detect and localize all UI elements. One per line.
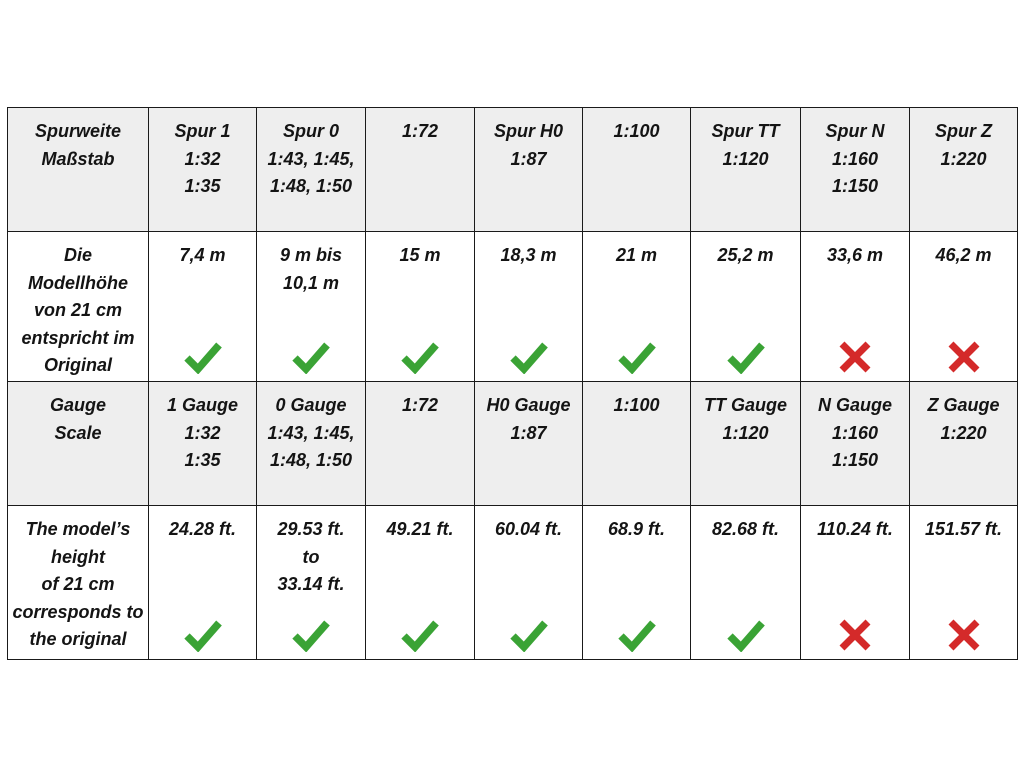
cell-value: Spur TT 1:120: [711, 121, 780, 169]
table-cell: [910, 108, 1018, 232]
table-body: [8, 108, 1018, 660]
cell-value: 1:72: [401, 121, 439, 141]
checkmark-icon: [401, 618, 439, 652]
checkmark-icon: [184, 340, 222, 374]
table-cell: [475, 506, 583, 660]
cell-value: 9 m bis 10,1 m: [279, 245, 343, 293]
cell-value: Spur 1 1:32 1:35: [174, 121, 231, 196]
table-cell: [475, 108, 583, 232]
table-row: [8, 382, 1018, 506]
checkmark-icon: [618, 618, 656, 652]
table-row: [8, 232, 1018, 382]
cell-value: 15 m: [399, 245, 441, 265]
table-cell: [801, 506, 910, 660]
row-header-label: Gauge Scale: [49, 395, 106, 443]
table-cell: [257, 232, 366, 382]
table-cell: [801, 382, 910, 506]
cell-value: Z Gauge 1:220: [927, 395, 1000, 443]
row-header-label: Spurweite Maßstab: [34, 121, 122, 169]
cell-value: N Gauge 1:160 1:150: [817, 395, 892, 470]
cell-value: 21 m: [615, 245, 658, 265]
row-header-cell: [8, 382, 149, 506]
table-cell: [366, 232, 475, 382]
table-cell: [257, 108, 366, 232]
cell-value: 18,3 m: [500, 245, 557, 265]
table-cell: [583, 232, 691, 382]
cell-value: TT Gauge 1:120: [703, 395, 787, 443]
checkmark-icon: [401, 340, 439, 374]
cell-value: 49.21 ft.: [386, 519, 454, 539]
scale-comparison-table: [7, 107, 1018, 660]
table-cell: [366, 108, 475, 232]
table-cell: [691, 382, 801, 506]
cell-value: Spur Z 1:220: [935, 121, 992, 169]
table-row: [8, 108, 1018, 232]
cell-value: H0 Gauge 1:87: [486, 395, 571, 443]
checkmark-icon: [618, 340, 656, 374]
cell-value: 60.04 ft.: [494, 519, 563, 539]
cell-value: 68.9 ft.: [607, 519, 666, 539]
cell-value: 24.28 ft.: [168, 519, 237, 539]
cell-value: Spur 0 1:43, 1:45, 1:48, 1:50: [267, 121, 355, 196]
row-header-cell: [8, 108, 149, 232]
cell-value: 1 Gauge 1:32 1:35: [166, 395, 239, 470]
table-cell: [583, 382, 691, 506]
table-cell: [149, 232, 257, 382]
table-cell: [257, 382, 366, 506]
cross-icon: [945, 340, 983, 374]
row-header-label: Die Modellhöhe von 21 cm entspricht im Original: [21, 245, 135, 375]
table-cell: [910, 382, 1018, 506]
table-cell: [475, 232, 583, 382]
row-header-cell: [8, 232, 149, 382]
table-cell: [691, 232, 801, 382]
cell-value: 82.68 ft.: [711, 519, 780, 539]
table-cell: [149, 108, 257, 232]
table-cell: [366, 506, 475, 660]
table-cell: [910, 506, 1018, 660]
table-cell: [583, 506, 691, 660]
cell-value: 46,2 m: [935, 245, 992, 265]
table-cell: [366, 382, 475, 506]
cell-value: 110.24 ft.: [817, 519, 893, 539]
cell-value: Spur N 1:160 1:150: [825, 121, 885, 196]
cell-value: 1:72: [401, 395, 439, 415]
cell-value: 7,4 m: [179, 245, 226, 265]
row-header-label: The model’s height of 21 cm corresponds to the original: [12, 519, 144, 649]
table-cell: [801, 232, 910, 382]
table-cell: [910, 232, 1018, 382]
table-cell: [691, 108, 801, 232]
cross-icon: [836, 340, 874, 374]
cell-value: 1:100: [613, 395, 660, 415]
cross-icon: [945, 618, 983, 652]
cell-value: 33,6 m: [826, 245, 884, 265]
cell-value: 25,2 m: [717, 245, 774, 265]
checkmark-icon: [727, 340, 765, 374]
table-cell: [149, 506, 257, 660]
checkmark-icon: [292, 618, 330, 652]
checkmark-icon: [510, 340, 548, 374]
table-cell: [691, 506, 801, 660]
cross-icon: [836, 618, 874, 652]
checkmark-icon: [727, 618, 765, 652]
cell-value: 0 Gauge 1:43, 1:45, 1:48, 1:50: [267, 395, 355, 470]
table-cell: [257, 506, 366, 660]
checkmark-icon: [510, 618, 548, 652]
cell-value: 151.57 ft.: [924, 519, 1003, 539]
checkmark-icon: [184, 618, 222, 652]
table-cell: [801, 108, 910, 232]
cell-value: 29.53 ft. to 33.14 ft.: [277, 519, 345, 594]
cell-value: Spur H0 1:87: [493, 121, 563, 169]
table-row: [8, 506, 1018, 660]
table-cell: [475, 382, 583, 506]
cell-value: 1:100: [613, 121, 660, 141]
table-cell: [149, 382, 257, 506]
checkmark-icon: [292, 340, 330, 374]
table-cell: [583, 108, 691, 232]
row-header-cell: [8, 506, 149, 660]
